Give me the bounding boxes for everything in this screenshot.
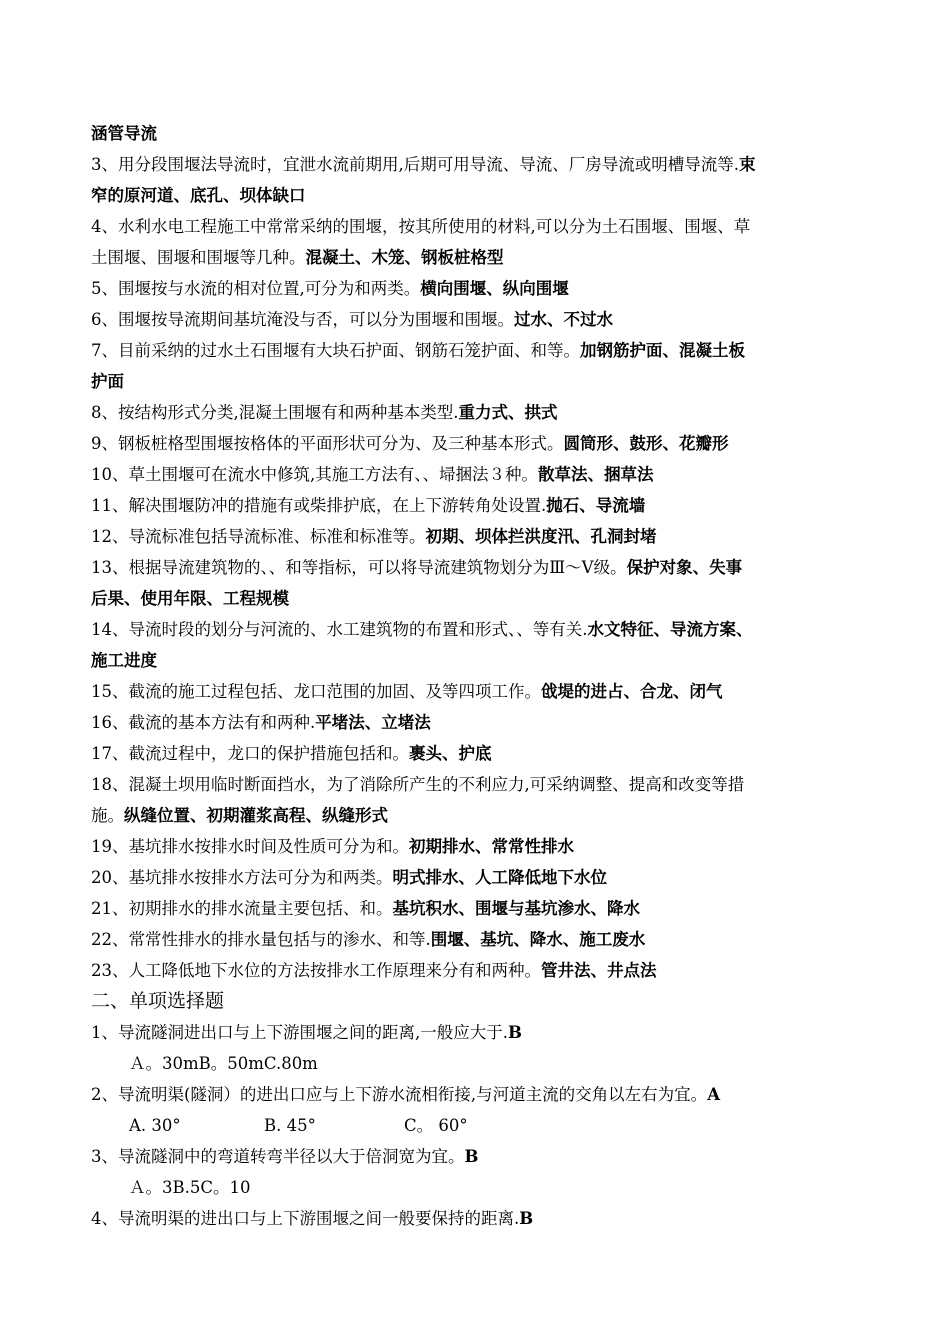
question-text: 6、围堰按导流期间基坑淹没与否，可以分为围堰和围堰。: [91, 310, 514, 329]
text-line: [91, 645, 871, 676]
answer-text: 围堰、基坑、降水、施工废水: [430, 930, 646, 949]
answer-text: 束: [739, 155, 756, 174]
text-line: [91, 521, 871, 552]
answer-text: 散草法、捆草法: [538, 465, 654, 484]
text-line: [91, 211, 871, 242]
answer-text: 基坑积水、围堰与基坑渗水、降水: [392, 899, 640, 918]
question-text: 17、截流过程中，龙口的保护措施包括和。: [91, 744, 409, 763]
answer-letter: A: [707, 1085, 720, 1104]
answer-text: 平堵法、立堵法: [315, 713, 431, 732]
text-line: [91, 707, 871, 738]
question-text: 10、草土围堰可在流水中修筑,其施工方法有、、埽捆法３种。: [91, 465, 538, 484]
text-line: [91, 800, 871, 831]
question-text: 18、混凝土坝用临时断面挡水，为了消除所产生的不利应力,可采纳调整、提高和改变等措: [91, 775, 745, 794]
text-line: [91, 831, 871, 862]
question-text: 1、导流隧洞进出口与上下游围堰之间的距离,一般应大于.: [91, 1023, 508, 1042]
answer-text: 水文特征、导流方案、: [587, 620, 753, 639]
text-line: [91, 459, 871, 490]
question-text: 3、用分段围堰法导流时，宜泄水流前期用,后期可用导流、导流、厂房导流或明槽导流等.: [91, 155, 739, 174]
text-line: [91, 769, 871, 800]
options-line: [91, 1048, 871, 1079]
question-text: 2、导流明渠(隧洞）的进出口应与上下游水流相衔接,与河道主流的交角以左右为宜。: [91, 1085, 708, 1104]
question-text: 14、导流时段的划分与河流的、水工建筑物的布置和形式、、等有关.: [91, 620, 588, 639]
text-line: [91, 304, 871, 335]
options-line: [91, 1110, 871, 1141]
text-line: [91, 335, 871, 366]
answer-letter: B: [519, 1209, 534, 1228]
text-line: [91, 676, 871, 707]
question-text: 3、导流隧洞中的弯道转弯半径以大于倍洞宽为宜。: [91, 1147, 465, 1166]
option-text: Ａ。3B.5C。10: [129, 1178, 251, 1197]
text-line: [91, 242, 871, 273]
fill-in-questions: [91, 118, 871, 986]
question-text: 4、水利水电工程施工中常常采纳的围堰，按其所使用的材料,可以分为土石围堰、围堰、草: [91, 217, 751, 236]
answer-text: 施工进度: [91, 651, 157, 670]
text-line: [91, 893, 871, 924]
document-page: [91, 118, 871, 1234]
question-text: 15、截流的施工过程包括、龙口范围的加固、及等四项工作。: [91, 682, 541, 701]
text-line: [91, 118, 871, 149]
text-line: [91, 955, 871, 986]
question-text: 21、初期排水的排水流量主要包括、和。: [91, 899, 393, 918]
section-title: 二、单项选择题: [91, 990, 225, 1012]
text-line: [91, 614, 871, 645]
text-line: [91, 273, 871, 304]
answer-text: 圆筒形、鼓形、花瓣形: [563, 434, 729, 453]
option-text: C。 60°: [404, 1116, 468, 1135]
answer-text: 保护对象、失事: [626, 558, 743, 577]
question-text: 22、常常性排水的排水量包括与的渗水、和等.: [91, 930, 431, 949]
text-line: [91, 397, 871, 428]
question-text: 16、截流的基本方法有和两种.: [91, 713, 316, 732]
option-text: Ａ。30mB。50mC.80m: [129, 1054, 318, 1073]
question-text: 施。: [91, 806, 124, 825]
text-line: [91, 862, 871, 893]
question-text: 7、目前采纳的过水土石围堰有大块石护面、钢筋石笼护面、和等。: [91, 341, 580, 360]
answer-text: 横向围堰、纵向围堰: [420, 279, 569, 298]
text-line: [91, 738, 871, 769]
answer-text: 窄的原河道、底孔、坝体缺口: [91, 186, 306, 205]
choice-question: [91, 1141, 871, 1172]
choice-question: [91, 1203, 871, 1234]
answer-text: 重力式、拱式: [458, 403, 558, 422]
choice-question: [91, 1079, 871, 1110]
answer-text: 明式排水、人工降低地下水位: [392, 868, 607, 887]
text-line: [91, 180, 871, 211]
answer-text: 护面: [91, 372, 124, 391]
question-text: 12、导流标准包括导流标准、标准和标准等。: [91, 527, 426, 546]
choice-question: [91, 1017, 871, 1048]
text-line: [91, 366, 871, 397]
answer-text: 管井法、井点法: [541, 961, 657, 980]
answer-text: 后果、使用年限、工程规模: [91, 589, 289, 608]
text-line: [91, 490, 871, 521]
text-line: [91, 149, 871, 180]
answer-text: 初期排水、常常性排水: [409, 837, 574, 856]
answer-letter: B: [508, 1023, 522, 1042]
answer-text: 混凝土、木笼、钢板桩格型: [305, 248, 504, 267]
question-text: 5、围堰按与水流的相对位置,可分为和两类。: [91, 279, 421, 298]
answer-text: 涵管导流: [91, 124, 157, 143]
choice-questions: [91, 1017, 871, 1234]
question-text: 23、人工降低地下水位的方法按排水工作原理来分有和两种。: [91, 961, 541, 980]
text-line: [91, 428, 871, 459]
answer-text: 初期、坝体拦洪度汛、孔洞封堵: [425, 527, 657, 546]
question-text: 4、导流明渠的进出口与上下游围堰之间一般要保持的距离.: [91, 1209, 520, 1228]
answer-letter: B: [464, 1147, 479, 1166]
question-text: 土围堰、围堰和围堰等几种。: [91, 248, 306, 267]
option-text: B. 45°: [264, 1116, 316, 1135]
option-text: A. 30°: [129, 1116, 181, 1135]
question-text: 11、解决围堰防冲的措施有或柴排护底，在上下游转角处设置.: [91, 496, 547, 515]
options-line: [91, 1172, 871, 1203]
question-text: 20、基坑排水按排水方法可分为和两类。: [91, 868, 393, 887]
answer-text: 裹头、护底: [409, 744, 492, 763]
question-text: 19、基坑排水按排水时间及性质可分为和。: [91, 837, 409, 856]
answer-text: 抛石、导流墙: [546, 496, 646, 515]
question-text: 9、钢板桩格型围堰按格体的平面形状可分为、及三种基本形式。: [91, 434, 564, 453]
question-text: 13、根据导流建筑物的、、和等指标，可以将导流建筑物划分为Ⅲ～Ⅴ级。: [91, 558, 627, 577]
text-line: [91, 583, 871, 614]
answer-text: 戗堤的进占、合龙、闭气: [541, 682, 723, 701]
text-line: [91, 924, 871, 955]
answer-text: 纵缝位置、初期灌浆高程、纵缝形式: [124, 806, 388, 825]
answer-text: 加钢筋护面、混凝土板: [580, 341, 745, 360]
text-line: [91, 552, 871, 583]
answer-text: 过水、不过水: [514, 310, 613, 329]
question-text: 8、按结构形式分类,混凝土围堰有和两种基本类型.: [91, 403, 459, 422]
